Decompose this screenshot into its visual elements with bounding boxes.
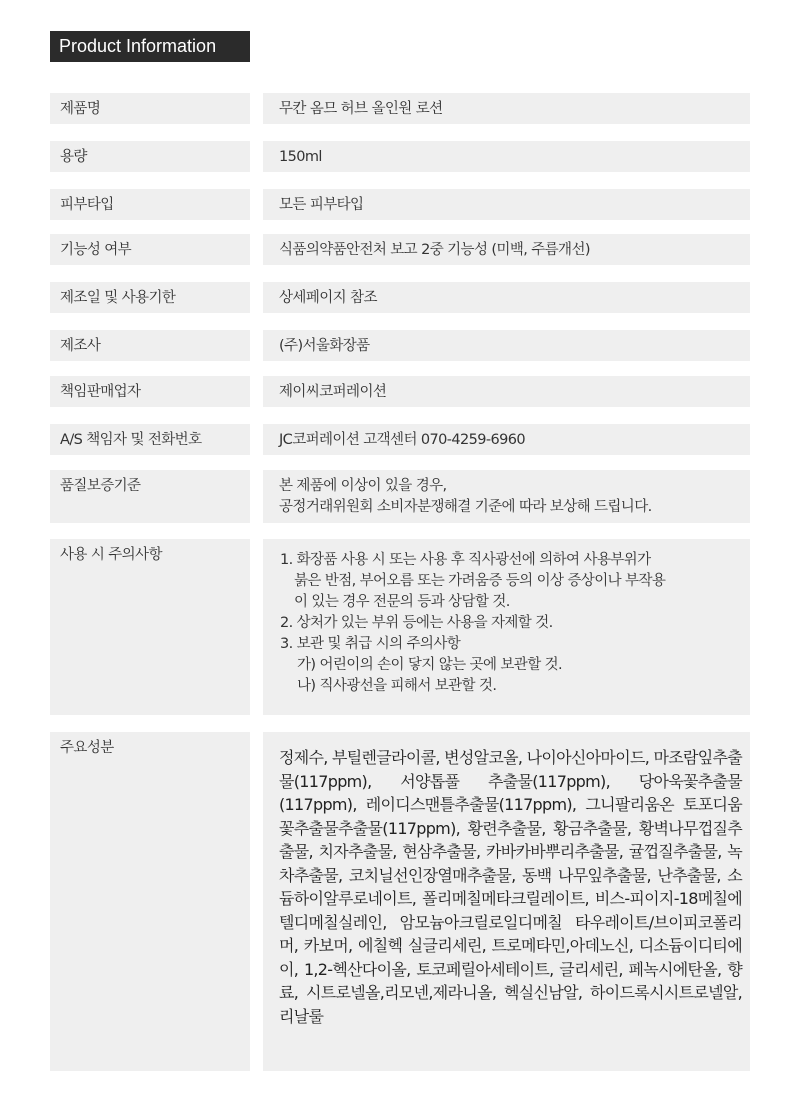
label-manufacturer: 제조사	[50, 330, 250, 361]
label-caution: 사용 시 주의사항	[50, 539, 250, 715]
caution-line: 1. 화장품 사용 시 또는 사용 후 직사광선에 의하여 사용부위가	[280, 552, 651, 568]
value-ingredients: 정제수, 부틸렌글라이콜, 변성알코올, 나이아신아마이드, 마조람잎추출물(117ppm), 서양톱풀 추출물(117ppm), 당아욱꽃추출물(117ppm), 레이디스맨틀추출물(117ppm), 그니팔리움온 토포디움꽃추출물추출물(117ppm), 황련추출물, 황금추출물, 황벽나무껍질추출물, 치자추출물, 현삼추출물, 카바카바뿌리추출물, 귤껍질추출물, 녹차추출물, 코치닐선인장열매추출물, 동백 나무잎추출물, 난추출물, 소듐하이알루로네이트, 폴리메칠메타크릴레이트, 비스-피이지-18메칠에텔디메칠실레인, 암모늄아크릴로일디메칠 타우레이트/브이피코폴리머, 카보머, 에칠헥 실글리세린, 트로메타민,아데노신, 디소듐이디티에이, 1,2-헥산다이올, 토코페릴아세테이트, 글리세린, 페녹시에탄올, 향료, 시트로넬올,리모넨,제라니올, 헥실신남알, 하이드록시시트로넬알, 리날룰	[263, 732, 750, 1071]
section-title: Product Information	[50, 31, 250, 62]
caution-line: 3. 보관 및 취급 시의 주의사항	[280, 636, 461, 652]
label-skin-type: 피부타입	[50, 189, 250, 220]
label-volume: 용량	[50, 141, 250, 172]
caution-line: 나) 직사광선을 피해서 보관할 것.	[297, 678, 497, 694]
value-volume: 150ml	[263, 141, 750, 172]
quality-line: 공정거래위원회 소비자분쟁해결 기준에 따라 보상해 드립니다.	[279, 499, 652, 515]
caution-line: 붉은 반점, 부어오름 또는 가려움증 등의 이상 증상이나 부작용	[294, 573, 666, 589]
value-manufacture-date: 상세페이지 참조	[263, 282, 750, 313]
value-seller: 제이씨코퍼레이션	[263, 376, 750, 407]
caution-line: 2. 상처가 있는 부위 등에는 사용을 자제할 것.	[280, 615, 553, 631]
value-functionality: 식품의약품안전처 보고 2중 기능성 (미백, 주름개선)	[263, 234, 750, 265]
value-caution	[263, 539, 750, 715]
label-as-contact: A/S 책임자 및 전화번호	[50, 424, 250, 455]
caution-line: 가) 어린이의 손이 닿지 않는 곳에 보관할 것.	[297, 657, 563, 673]
label-seller: 책임판매업자	[50, 376, 250, 407]
value-quality-standard	[263, 470, 750, 523]
value-as-contact: JC코퍼레이션 고객센터 070-4259-6960	[263, 424, 750, 455]
value-product-name: 무칸 옴므 허브 올인원 로션	[263, 93, 750, 124]
label-product-name: 제품명	[50, 93, 250, 124]
label-quality-standard: 품질보증기준	[50, 470, 250, 523]
quality-line: 본 제품에 이상이 있을 경우,	[279, 478, 447, 494]
value-skin-type: 모든 피부타입	[263, 189, 750, 220]
caution-line: 이 있는 경우 전문의 등과 상담할 것.	[294, 594, 510, 610]
label-functionality: 기능성 여부	[50, 234, 250, 265]
value-manufacturer: (주)서울화장품	[263, 330, 750, 361]
label-ingredients: 주요성분	[50, 732, 250, 1071]
label-manufacture-date: 제조일 및 사용기한	[50, 282, 250, 313]
